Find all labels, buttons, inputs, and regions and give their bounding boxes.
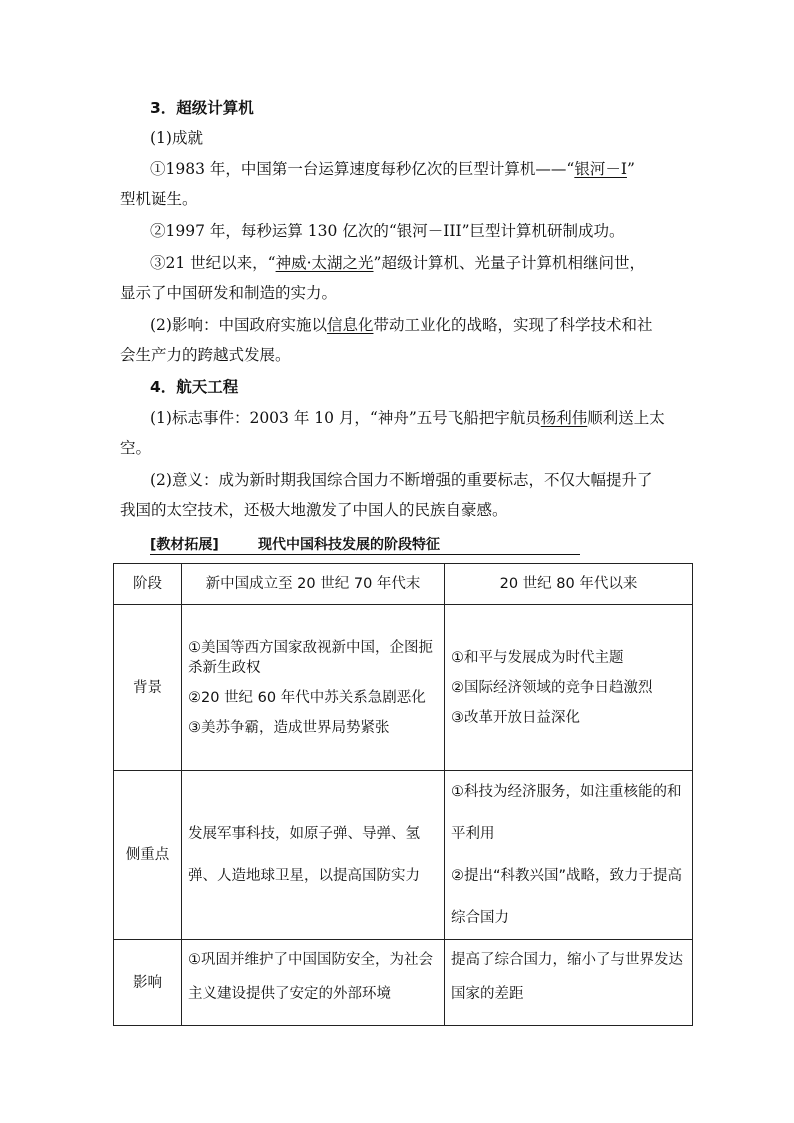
section-4-significance: (2)意义：成为新时期我国综合国力不断增强的重要标志，不仅大幅提升了: [150, 471, 653, 489]
cell-focus-2: ①科技为经济服务，如注重核能的和平利用 ②提出“科教兴国”战略，致力于提高综合国力: [445, 771, 693, 940]
achievement-3-cont: 显示了中国研发和制造的实力。: [120, 284, 338, 302]
achievement-2: ②1997 年，每秒运算 130 亿次的“银河－III”巨型计算机研制成功。: [150, 222, 625, 240]
section-4-event-cont: 空。: [120, 439, 152, 457]
cell-focus-1: 发展军事科技，如原子弹、导弹、氢弹、人造地球卫星，以提高国防实力: [182, 771, 445, 940]
section-3-sub1: (1)成就: [150, 129, 203, 147]
extension-heading: 现代中国科技发展的阶段特征: [258, 537, 440, 553]
cell-background-1: ①美国等西方国家敌视新中国，企图扼杀新生政权 ②20 世纪 60 年代中苏关系急剧恶化 ③美苏争霸，造成世界局势紧张: [182, 605, 445, 771]
cell-impact-2: 提高了综合国力，缩小了与世界发达国家的差距: [445, 940, 693, 1026]
section-3-impact-cont: 会生产力的跨越式发展。: [120, 346, 291, 364]
cell-impact-1: ①巩固并维护了中国国防安全，为社会主义建设提供了安定的外部环境: [182, 940, 445, 1026]
section-4-event: (1)标志事件：2003 年 10 月，“神舟”五号飞船把宇航员杨利伟顺利送上太: [150, 409, 665, 427]
cell-background-2: ①和平与发展成为时代主题 ②国际经济领域的竞争日趋激烈 ③改革开放日益深化: [445, 605, 693, 771]
header-period-2: 20 世纪 80 年代以来: [445, 564, 693, 605]
row-label-impact: 影响: [114, 940, 182, 1026]
extension-title: [150, 536, 580, 555]
table-row: [114, 605, 693, 771]
achievement-1: ①1983 年，中国第一台运算速度每秒亿次的巨型计算机——“银河－Ⅰ”: [150, 160, 635, 178]
extension-tag: [教材拓展]: [150, 537, 219, 553]
comparison-table: [113, 563, 693, 1026]
achievement-3: ③21 世纪以来，“神威·太湖之光”超级计算机、光量子计算机相继问世，: [150, 254, 645, 272]
keyword-shenwei: 神威·太湖之光: [275, 254, 374, 272]
table-row: [114, 940, 693, 1026]
section-3-impact: (2)影响：中国政府实施以信息化带动工业化的战略，实现了科学技术和社: [150, 316, 653, 334]
keyword-yinhe-1: 银河－Ⅰ: [574, 160, 627, 178]
header-stage: 阶段: [114, 564, 182, 605]
row-label-focus: 侧重点: [114, 771, 182, 940]
section-4-significance-cont: 我国的太空技术，还极大地激发了中国人的民族自豪感。: [120, 501, 508, 519]
table-row: [114, 771, 693, 940]
header-period-1: 新中国成立至 20 世纪 70 年代末: [182, 564, 445, 605]
achievement-1-cont: 型机诞生。: [120, 190, 198, 208]
section-4-heading: 4．航天工程: [150, 378, 239, 396]
table-header-row: [114, 564, 693, 605]
section-3-heading: 3．超级计算机: [150, 99, 254, 117]
keyword-xinxihua: 信息化: [326, 316, 374, 334]
row-label-background: 背景: [114, 605, 182, 771]
keyword-yangliwei: 杨利伟: [540, 409, 588, 427]
